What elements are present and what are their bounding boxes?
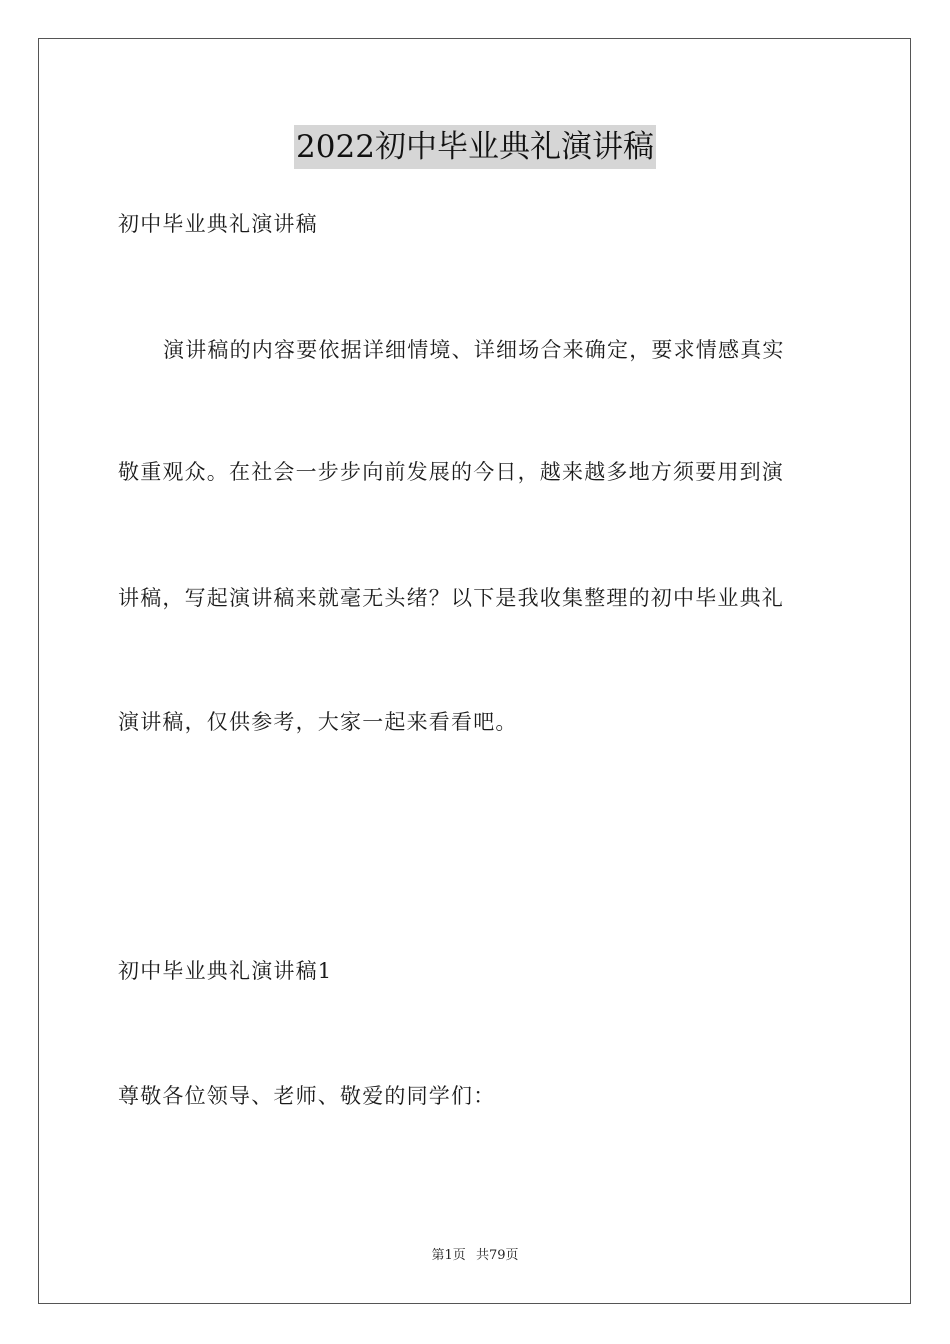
salutation: 尊敬各位领导、老师、敬爱的同学们： (118, 1084, 496, 1108)
intro-line-1: 演讲稿的内容要依据详细情境、详细场合来确定，要求情感真实 (163, 338, 785, 362)
document-subtitle: 初中毕业典礼演讲稿 (118, 212, 318, 236)
page-footer (0, 1247, 950, 1265)
intro-line-2: 敬重观众。在社会一步步向前发展的今日，越来越多地方须要用到演 (118, 460, 784, 484)
page-number: 第1页 (431, 1248, 466, 1263)
intro-line-4: 演讲稿，仅供参考，大家一起来看看吧。 (118, 710, 518, 734)
total-pages: 共79页 (475, 1248, 519, 1263)
section-heading: 初中毕业典礼演讲稿1 (118, 959, 333, 983)
title-container (0, 125, 950, 169)
document-title: 2022初中毕业典礼演讲稿 (294, 125, 656, 169)
intro-line-3: 讲稿，写起演讲稿来就毫无头绪？以下是我收集整理的初中毕业典礼 (118, 586, 784, 610)
